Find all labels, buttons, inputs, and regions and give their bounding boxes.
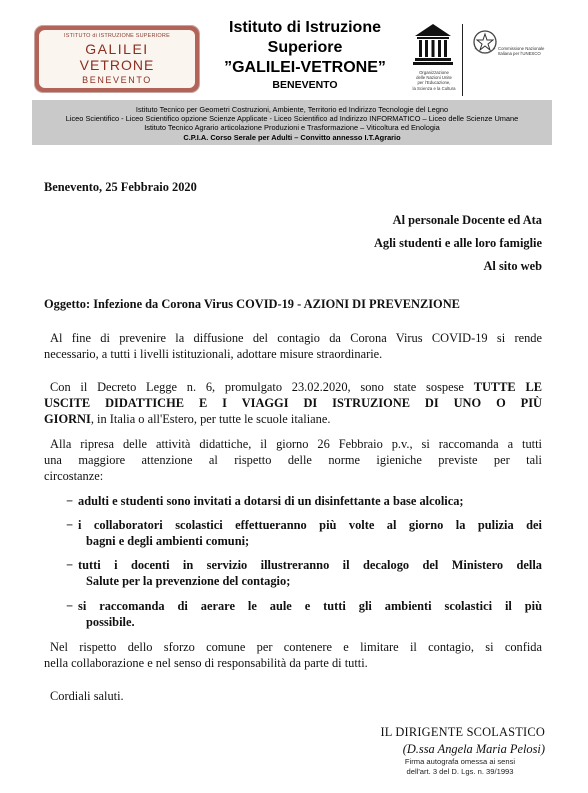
signature-name: (D.ssa Angela Maria Pelosi) [402, 742, 545, 756]
recipient-line: Al sito web [483, 259, 542, 273]
signature-role: IL DIRIGENTE SCOLASTICO [380, 725, 545, 739]
paragraph-line: GIORNI, in Italia o all'Estero, per tutte le scuole italiane. [44, 412, 331, 426]
unesco-temple-icon [413, 22, 453, 66]
signature-note: Firma autografa omessa ai sensi dell'art. 3 del D. Lgs. n. 39/1993 [404, 757, 516, 776]
bullet-dash: − [66, 558, 74, 572]
paragraph-line: Al fine di prevenire la diffusione del contagio da Corona Virus COVID-19 si rende [50, 331, 542, 345]
bullet-line: bagni e degli ambienti comuni; [86, 534, 250, 548]
bullet-dash: − [66, 494, 74, 508]
courses-band [32, 100, 552, 145]
place-date: Benevento, 25 Febbraio 2020 [44, 180, 197, 194]
bullet-dash: − [66, 518, 74, 532]
institute-name-line: Superiore [267, 39, 343, 56]
bullet-line: si raccomanda di aerare le aule e tutti gli ambienti scolastici il più [78, 599, 542, 613]
paragraph-line: Alla ripresa delle attività didattiche, il giorno 26 Febbraio p.v., si raccomanda a tutti [50, 437, 542, 451]
bullet-line: possibile. [86, 615, 135, 629]
institute-city: BENEVENTO [272, 79, 338, 91]
paragraph-line: Nel rispetto dello sforzo comune per contenere e limitare il contagio, si confida [50, 640, 542, 654]
paragraph-line: circostanze: [44, 469, 104, 483]
logo-line-galilei: GALILEI [85, 41, 149, 57]
course-line: Liceo Scientifico - Liceo Scientifico opzione Scienze Applicate - Liceo Scientifico ad Indirizzo INFORMATICO – Liceo delle Scienze Umane [65, 114, 519, 124]
school-logo [34, 25, 200, 93]
bullet-line: adulti e studenti sono invitati a dotarsi di un disinfettante a base alcolica; [78, 494, 464, 508]
bullet-line: i collaboratori scolastici effettueranno più volte al giorno la pulizia dei [78, 518, 542, 532]
logo-top-text: ISTITUTO di ISTRUZIONE SUPERIORE [64, 33, 170, 39]
paragraph-line: nella collaborazione e nel senso di responsabilità da parte di tutti. [44, 656, 368, 670]
institute-name-line: ”GALILEI-VETRONE” [224, 59, 386, 76]
logo-line-vetrone: VETRONE [79, 57, 155, 73]
course-line: Istituto Tecnico Agrario articolazione Produzioni e Trasformazione – Viticoltura ed Enologia [144, 123, 440, 133]
bullet-dash: − [66, 599, 74, 613]
bullet-line: tutti i docenti in servizio illustreranno il decalogo del Ministero della [78, 558, 542, 572]
paragraph-line: necessario, a tutti i livelli istituzionali, adottare misure straordinarie. [44, 347, 383, 361]
letterhead-divider [462, 24, 463, 96]
subject-line: Oggetto: Infezione da Corona Virus COVID-19 - AZIONI DI PREVENZIONE [44, 297, 460, 311]
paragraph-line: USCITE DIDATTICHE E I VIAGGI DI ISTRUZIONE DI UNO O PIÙ [44, 396, 542, 410]
bullet-line: Salute per la prevenzione del contagio; [86, 574, 291, 588]
institute-name-line: Istituto di Istruzione [229, 19, 381, 36]
recipient-line: Agli studenti e alle loro famiglie [373, 236, 542, 250]
italian-republic-emblem-icon [472, 28, 498, 58]
institute-name-block [205, 18, 405, 92]
paragraph-line: Con il Decreto Legge n. 6, promulgato 23.02.2020, sono state sospese TUTTE LE [50, 380, 542, 394]
unesco-caption: Organizzazione delle Nazioni Unite per l’Educazione, la Scienza e la Cultura [412, 70, 456, 91]
recipient-line: Al personale Docente ed Ata [392, 213, 542, 227]
closing-text: Cordiali saluti. [50, 689, 124, 703]
logo-line-benevento: BENEVENTO [82, 75, 152, 85]
course-line: Istituto Tecnico per Geometri Costruzioni, Ambiente, Territorio ed Indirizzo Tecnologie del Legno [135, 105, 449, 114]
course-line: C.P.I.A. Corso Serale per Adulti – Convitto annesso I.T.Agrario [183, 132, 401, 142]
paragraph-line: una maggiore attenzione al rispetto delle norme igieniche previste per tali [44, 453, 542, 467]
unesco-commission-caption: Commissione Nazionale Italiana per l’UNESCO [498, 46, 545, 57]
